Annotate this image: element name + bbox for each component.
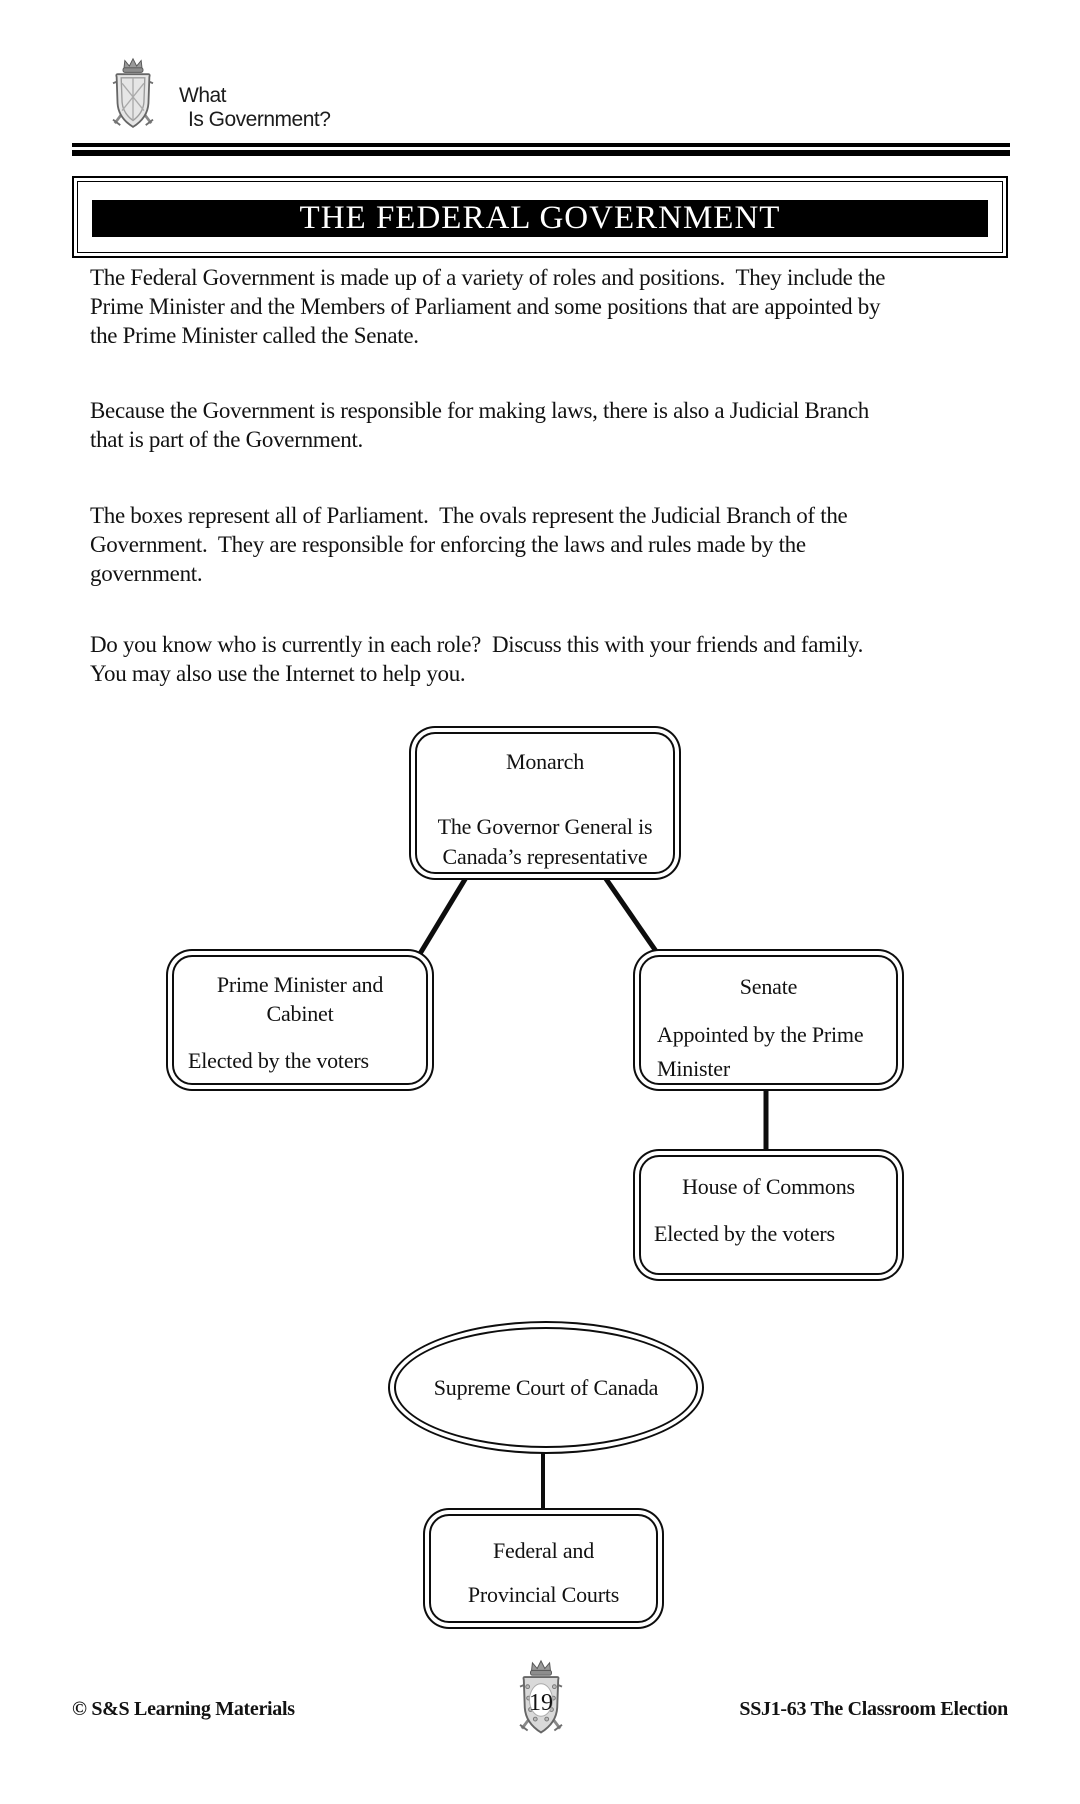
node-monarch-subtitle-line2: Canada’s representative <box>442 844 648 869</box>
paragraph-line: Because the Government is responsible for making laws, there is also a Judicial Branch <box>90 398 869 423</box>
node-supreme-court <box>394 1327 698 1448</box>
node-senate-note-line1: Appointed by the Prime <box>657 1022 864 1047</box>
paragraph-line: You may also use the Internet to help you. <box>90 661 466 686</box>
tagline-line2: Is Government? <box>188 108 331 131</box>
node-commons-title: House of Commons <box>682 1174 855 1199</box>
node-prime-minister <box>172 955 428 1085</box>
connector-monarch-pm <box>418 876 467 957</box>
node-monarch-subtitle <box>417 812 673 872</box>
connector-monarch-senate <box>604 876 660 957</box>
node-monarch <box>415 732 675 874</box>
paragraph-line: Prime Minister and the Members of Parliament and some positions that are appointed by <box>90 294 881 319</box>
footer-copyright: © S&S Learning Materials <box>72 1698 295 1720</box>
tagline-line1: What <box>179 84 227 107</box>
node-pm-title-line2: Cabinet <box>266 1001 334 1026</box>
footer-product-code: SSJ1-63 The Classroom Election <box>739 1698 1008 1720</box>
node-pm-title <box>174 970 426 1028</box>
paragraph-line: The boxes represent all of Parliament. The ovals represent the Judicial Branch of the <box>90 503 848 528</box>
node-senate-title: Senate <box>739 974 798 999</box>
paragraph-line: that is part of the Government. <box>90 427 364 452</box>
node-commons-note: Elected by the voters <box>654 1221 835 1246</box>
paragraph-line: Government. They are responsible for enforcing the laws and rules made by the <box>90 532 806 557</box>
paragraph-line: The Federal Government is made up of a variety of roles and positions. They include the <box>90 265 886 290</box>
page-title: THE FEDERAL GOVERNMENT <box>299 200 781 236</box>
node-courts-title-line1: Federal and <box>492 1538 595 1563</box>
page-number: 19 <box>529 1690 553 1716</box>
node-monarch-subtitle-line1: The Governor General is <box>437 814 653 839</box>
node-senate-note-line2: Minister <box>657 1056 730 1081</box>
node-courts-title <box>431 1516 656 1617</box>
node-house-of-commons <box>639 1155 898 1275</box>
node-senate <box>639 955 898 1085</box>
paragraph-line: the Prime Minister called the Senate. <box>90 323 419 348</box>
node-courts-title-line2: Provincial Courts <box>467 1582 620 1607</box>
node-pm-note: Elected by the voters <box>188 1048 369 1073</box>
node-supreme-title: Supreme Court of Canada <box>433 1374 659 1400</box>
node-federal-courts <box>429 1514 658 1623</box>
paragraph-line: government. <box>90 561 203 586</box>
node-senate-note <box>641 1018 896 1086</box>
node-monarch-title: Monarch <box>505 749 585 774</box>
paragraph-line: Do you know who is currently in each role? Discuss this with your friends and family. <box>90 632 864 657</box>
node-pm-title-line1: Prime Minister and <box>216 972 384 997</box>
